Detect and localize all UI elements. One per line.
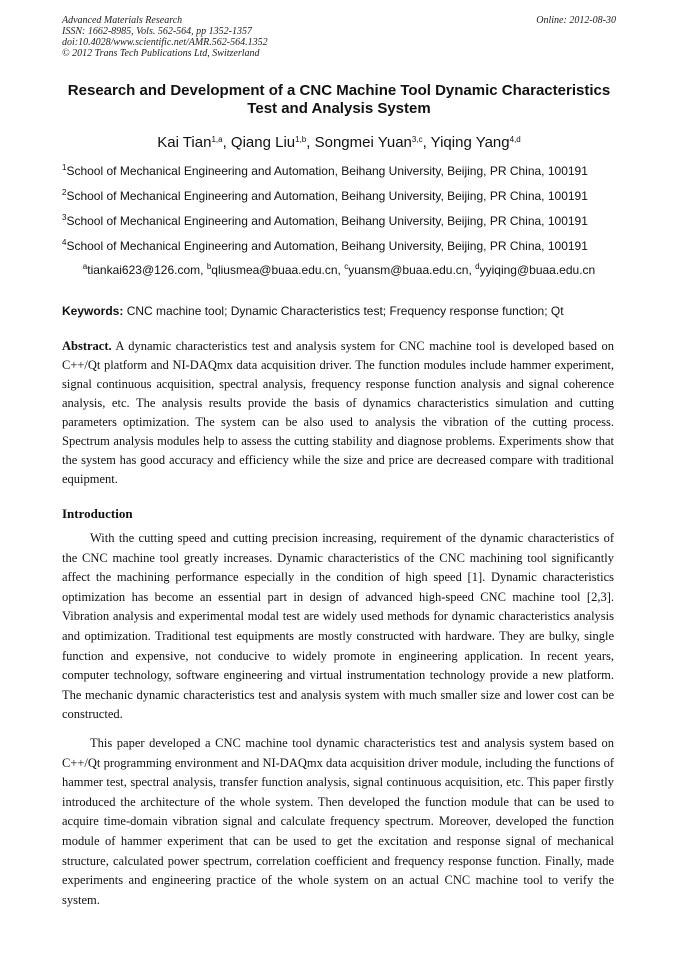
email-list: $^a$tiankai623@126.com, $^b$qliusmea@buaa.edu.cn, $^c$yuansm@buaa.edu.cn, $^d$yyiqing@buaa.edu.cn	[82, 262, 596, 277]
abstract-text: A dynamic characteristics test and analysis system for CNC machine tool is developed based on C++/Qt platform and NI-DAQmx data acquisition driver. The function modules include hammer experiment, signal continuous acquisition, spectral analysis, frequency response function analysis and signal coherence analysis, etc. The analysis results provide the basis of dynamics characteristics simulation and cutting parameters optimization. The system can be also used to analysis the vibration of the cutting process. Spectrum analysis modules help to assess the cutting stability and diagnose problems. Experiments show that the system has good accuracy and efficiency while the size and price are decreased compare with traditional equipment.	[62, 339, 614, 486]
author-list: Kai Tian$^{1,a}$, Qiang Liu$^{1,b}$, Songmei Yuan$^{3,c}$, Yiqing Yang$^{4,d}$	[157, 134, 521, 151]
intro-paragraph: This paper developed a CNC machine tool dynamic characteristics test and analysis system based on C++/Qt programming environment and NI-DAQmx data acquisition driver module, including the functions of hammer test, spectral analysis, transfer function analysis, signal continuous acquisition, etc. This paper firstly introduced the architecture of the whole system. Then developed the function module that can be used to acquire time-domain vibration signal and calculate frequency spectrum. Moreover, developed the function module of hammer experiment that can be used to get the excitation and response signal of mechanical structure, calculated power spectrum, correlation coefficient and frequency response function. Finally, made experiments and engineering practice of the whole system on an actual CNC machine tool to verify the system.	[62, 736, 614, 907]
journal-header	[62, 15, 616, 59]
affiliation-superscript: 4	[62, 238, 67, 247]
author-name: Yiqing Yang	[430, 134, 510, 151]
section-heading-introduction: Introduction	[62, 506, 133, 521]
email-superscript: b	[206, 262, 212, 271]
email-address[interactable]: tiankai623@126.com	[87, 263, 201, 277]
author-name: Kai Tian	[157, 134, 212, 151]
paper-title: Research and Development of a CNC Machine Tool Dynamic Characteristics Test and Analysis System	[67, 82, 611, 117]
email-address[interactable]: yuansm@buaa.edu.cn	[348, 263, 469, 277]
keywords	[62, 304, 618, 318]
affiliation-text: School of Mechanical Engineering and Automation, Beihang University, Beijing, PR China, 100191	[66, 214, 588, 228]
journal-copyright: © 2012 Trans Tech Publications Ltd, Switzerland	[62, 48, 260, 59]
abstract	[62, 337, 614, 489]
affiliation-text: School of Mechanical Engineering and Automation, Beihang University, Beijing, PR China, 100191	[66, 164, 588, 178]
keywords-label: Keywords:	[62, 304, 124, 318]
author-name: Songmei Yuan	[314, 134, 412, 151]
email-superscript: d	[475, 262, 480, 271]
affiliation	[62, 189, 622, 203]
author-superscript: 3,c	[411, 135, 423, 144]
abstract-label: Abstract.	[62, 339, 112, 353]
journal-issn: ISSN: 1662-8985, Vols. 562-564, pp 1352-1357	[62, 26, 252, 37]
journal-name: Advanced Materials Research	[62, 15, 183, 26]
email-address[interactable]: yyiqing@buaa.edu.cn	[479, 263, 596, 277]
online-date: Online: 2012-08-30	[536, 15, 616, 26]
author-name: Qiang Liu	[230, 134, 296, 151]
affiliation	[62, 214, 622, 228]
author-superscript: 1,a	[211, 135, 223, 144]
affiliation	[62, 164, 622, 178]
email-superscript: c	[344, 262, 349, 271]
affiliation-text: School of Mechanical Engineering and Automation, Beihang University, Beijing, PR China, 100191	[66, 189, 588, 203]
affiliation-superscript: 2	[62, 188, 67, 197]
email-address[interactable]: qliusmea@buaa.edu.cn	[211, 263, 338, 277]
affiliation-superscript: 3	[62, 213, 67, 222]
author-superscript: 1,b	[295, 135, 307, 144]
author-superscript: 4,d	[509, 135, 521, 144]
keywords-text: CNC machine tool; Dynamic Characteristics test; Frequency response function; Qt	[126, 304, 564, 318]
affiliation-text: School of Mechanical Engineering and Automation, Beihang University, Beijing, PR China, 100191	[66, 239, 588, 253]
journal-doi: doi:10.4028/www.scientific.net/AMR.562-564.1352	[62, 37, 268, 48]
email-superscript: a	[82, 262, 88, 271]
affiliation	[62, 239, 622, 253]
affiliation-superscript: 1	[62, 163, 67, 172]
intro-paragraph: With the cutting speed and cutting precision increasing, requirement of the dynamic characteristics of the CNC machine tool greatly increases. Dynamic characteristics of the CNC machining tool significantly affect the machining performance especially in the condition of high speed [1]. Dynamic characteristics optimization has become an essential part in design of advanced high-speed CNC machine tool [2,3]. Vibration analysis and experimental modal test are widely used methods for dynamic characteristics analysis and optimization. Traditional test equipments are mostly constructed with hardware. They are bulky, single function and expensive, not conducive to widely promote in engineering application. In recent years, computer technology, software engineering and virtual instrumentation technology provide a new platform. The mechanic dynamic characteristics test and analysis system with much smaller size and lower cost can be constructed.	[62, 531, 614, 722]
